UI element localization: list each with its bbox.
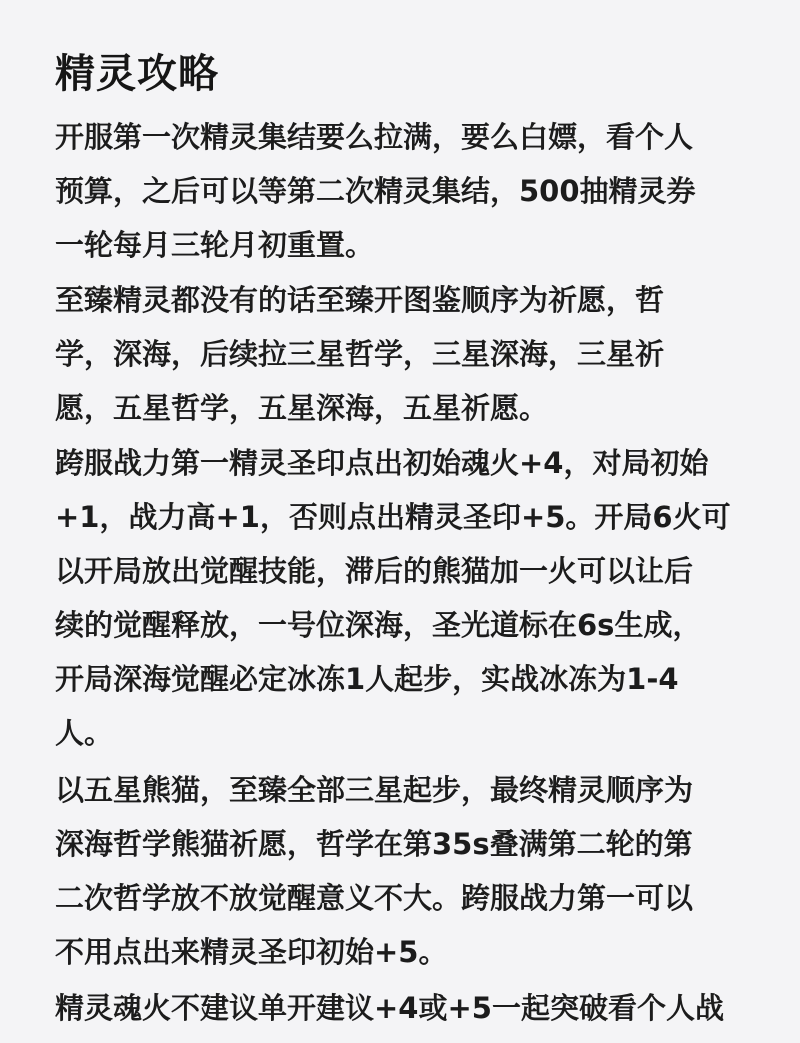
text-line: 精灵魂火不建议单开建议+4或+5一起突破看个人战 bbox=[55, 991, 724, 1025]
text-line: 以开局放出觉醒技能，滞后的熊猫加一火可以让后 bbox=[55, 554, 694, 588]
text-line: 开服第一次精灵集结要么拉满，要么白嫖，看个人 bbox=[55, 120, 694, 154]
paragraph-3 bbox=[55, 436, 731, 760]
paragraph-4 bbox=[55, 763, 693, 979]
text-line: 以五星熊猫，至臻全部三星起步，最终精灵顺序为 bbox=[55, 773, 694, 807]
text-line: 跨服战力第一精灵圣印点出初始魂火+4，对局初始 bbox=[55, 446, 709, 480]
text-line: 学，深海，后续拉三星哲学，三星深海，三星祈 bbox=[55, 337, 665, 371]
text-line: 深海哲学熊猫祈愿，哲学在第35s叠满第二轮的第 bbox=[55, 827, 693, 861]
paragraph-5 bbox=[55, 981, 724, 1035]
article-title: 精灵攻略 bbox=[55, 51, 219, 97]
text-line: 开局深海觉醒必定冰冻1人起步，实战冰冻为1-4 bbox=[55, 662, 679, 696]
text-line: 二次哲学放不放觉醒意义不大。跨服战力第一可以 bbox=[55, 881, 694, 915]
paragraph-2 bbox=[55, 273, 664, 435]
text-line: 续的觉醒释放，一号位深海，圣光道标在6s生成， bbox=[55, 608, 702, 642]
text-line: 不用点出来精灵圣印初始+5。 bbox=[55, 935, 448, 969]
text-line: 一轮每月三轮月初重置。 bbox=[55, 228, 375, 262]
text-line: +1，战力高+1，否则点出精灵圣印+5。开局6火可 bbox=[55, 500, 731, 534]
paragraph-1 bbox=[55, 110, 696, 272]
text-line: 至臻精灵都没有的话至臻开图鉴顺序为祈愿，哲 bbox=[55, 283, 665, 317]
text-line: 人。 bbox=[55, 716, 114, 750]
text-line: 愿，五星哲学，五星深海，五星祈愿。 bbox=[55, 391, 549, 425]
text-line: 预算，之后可以等第二次精灵集结，500抽精灵券 bbox=[55, 174, 696, 208]
